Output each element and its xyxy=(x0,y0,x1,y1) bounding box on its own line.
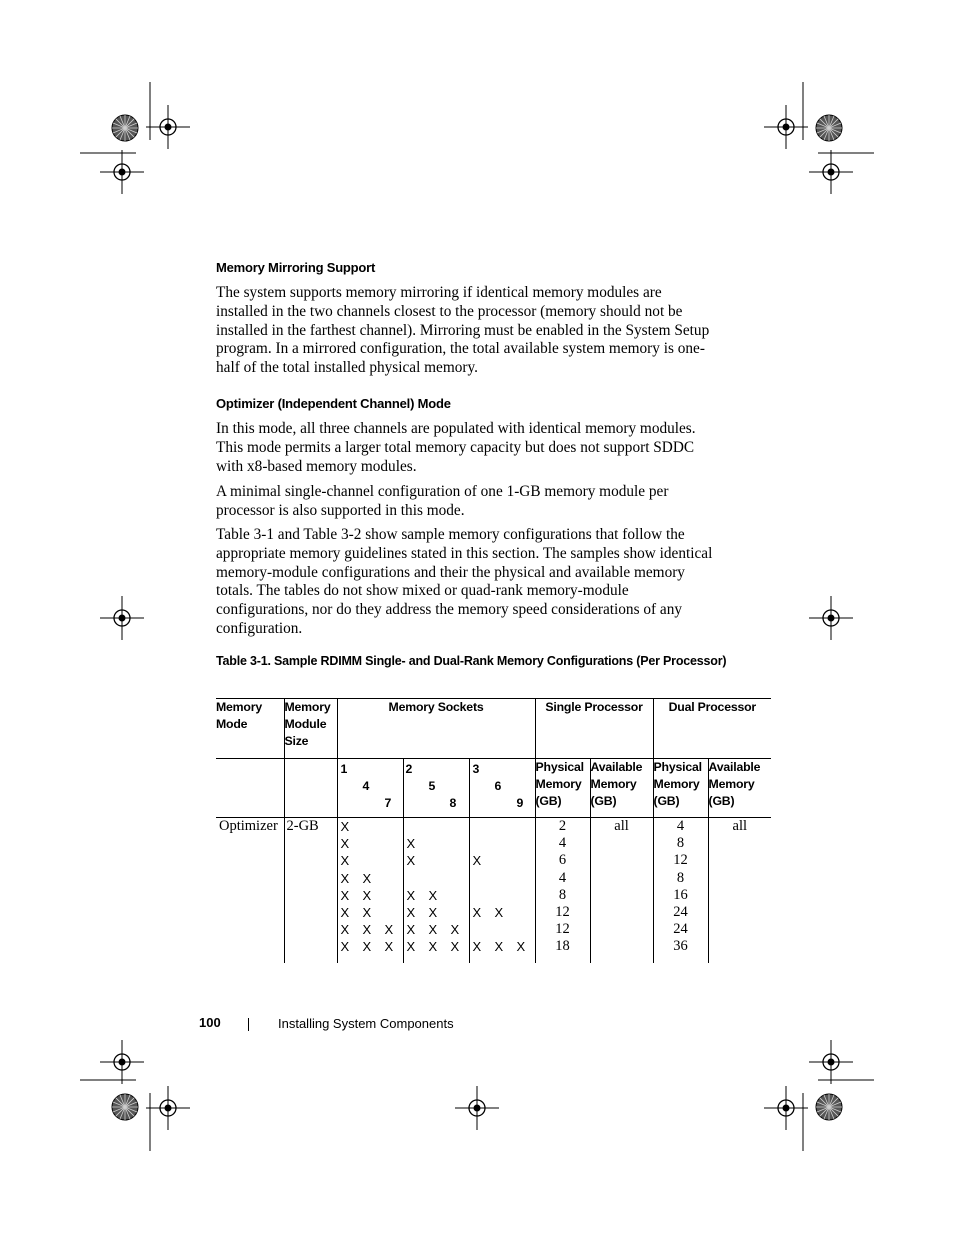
socket-label: 3 xyxy=(472,762,480,776)
socket-group-1 xyxy=(337,759,403,818)
socket-row xyxy=(470,921,535,938)
socket-label: 2 xyxy=(405,762,413,776)
socket-label: 1 xyxy=(340,762,348,776)
socket-mark: X xyxy=(340,904,350,920)
socket-mark: X xyxy=(428,904,438,920)
socket-row xyxy=(338,904,403,921)
socket-row xyxy=(338,870,403,887)
socket-mark: X xyxy=(472,853,482,869)
cell-dual-available: all xyxy=(708,818,771,964)
socket-mark: X xyxy=(362,922,372,938)
dual-physical-value: 8 xyxy=(676,835,685,852)
socket-row xyxy=(338,852,403,869)
socket-mark: X xyxy=(340,939,350,955)
socket-mark: X xyxy=(340,819,350,834)
socket-col-group-2 xyxy=(403,818,469,964)
socket-mark: X xyxy=(472,939,482,955)
subheader-physical-dual: Physical Memory (GB) xyxy=(653,759,708,818)
socket-mark: X xyxy=(340,870,350,886)
socket-label: 6 xyxy=(494,779,502,793)
socket-mark: X xyxy=(406,887,416,903)
socket-label: 4 xyxy=(362,779,370,793)
socket-col-group-3 xyxy=(469,818,535,964)
socket-row xyxy=(404,887,469,904)
socket-mark: X xyxy=(340,887,350,903)
col-single-physical xyxy=(535,818,590,964)
section-heading-mirroring: Memory Mirroring Support xyxy=(216,260,376,275)
socket-mark: X xyxy=(428,939,438,955)
single-physical-value: 12 xyxy=(555,903,570,920)
socket-mark: X xyxy=(406,939,416,955)
single-physical-value: 8 xyxy=(558,886,567,903)
socket-row xyxy=(404,921,469,938)
socket-mark: X xyxy=(450,922,460,938)
dual-physical-value: 24 xyxy=(673,903,688,920)
socket-group-3 xyxy=(469,759,535,818)
socket-row xyxy=(470,870,535,887)
socket-row xyxy=(338,887,403,904)
socket-mark: X xyxy=(406,904,416,920)
socket-mark: X xyxy=(516,939,526,955)
subheader-available-single: Available Memory (GB) xyxy=(590,759,653,818)
dual-physical-value: 8 xyxy=(676,869,685,886)
header-single-processor: Single Processor xyxy=(535,699,653,759)
cell-single-available: all xyxy=(590,818,653,964)
optimizer-paragraph-1: In this mode, all three channels are populated with identical memory modules. This mode permits a larger total memory capacity but does not support SDDC with x8-based memory modules. xyxy=(216,420,696,475)
socket-label: 5 xyxy=(428,779,436,793)
footer-title: Installing System Components xyxy=(278,1016,454,1031)
memory-config-table xyxy=(216,698,771,963)
cell-module-size: 2-GB xyxy=(284,818,337,964)
socket-mark: X xyxy=(450,939,460,955)
single-physical-value: 2 xyxy=(558,818,567,834)
footer-separator xyxy=(248,1018,249,1031)
socket-group-2 xyxy=(403,759,469,818)
socket-row xyxy=(470,938,535,955)
socket-mark: X xyxy=(494,904,504,920)
dual-physical-value: 4 xyxy=(676,818,685,834)
socket-mark: X xyxy=(362,887,372,903)
socket-row xyxy=(470,835,535,852)
single-physical-value: 18 xyxy=(555,938,570,955)
socket-row xyxy=(338,938,403,955)
socket-col-group-1 xyxy=(337,818,403,964)
socket-row xyxy=(404,904,469,921)
subheader-physical-single: Physical Memory (GB) xyxy=(535,759,590,818)
page-number: 100 xyxy=(199,1015,221,1030)
socket-row xyxy=(470,818,535,835)
table-caption: Table 3-1. Sample RDIMM Single- and Dual-Rank Memory Configurations (Per Processor) xyxy=(216,654,727,668)
socket-row xyxy=(470,852,535,869)
section-heading-optimizer: Optimizer (Independent Channel) Mode xyxy=(216,396,451,411)
mirroring-paragraph: The system supports memory mirroring if identical memory modules are installed in the two channels closest to the processor (memory should not be installed in the farthest channel). Mirroring must be enabled in the System Setup program. In a mirrored configuration, the total available system memory is one-half of the total installed physical memory. xyxy=(216,284,710,377)
header-memory-mode: Memory Mode xyxy=(216,699,284,759)
socket-label: 8 xyxy=(449,796,457,810)
socket-mark: X xyxy=(340,922,350,938)
dual-physical-value: 12 xyxy=(673,852,688,869)
socket-mark: X xyxy=(406,922,416,938)
socket-row xyxy=(404,835,469,852)
socket-mark: X xyxy=(406,853,416,869)
header-memory-sockets: Memory Sockets xyxy=(337,699,535,759)
socket-row xyxy=(404,870,469,887)
optimizer-paragraph-3: Table 3-1 and Table 3-2 show sample memory configurations that follow the appropriate memory guidelines stated in this section. The samples show identical memory-module configurations and their the physical and available memory totals. The tables do not show mixed or quad-rank memory-module configurations, nor do they address the memory speed considerations of any configuration. xyxy=(216,526,713,637)
socket-mark: X xyxy=(362,904,372,920)
dual-physical-value: 24 xyxy=(673,921,688,938)
socket-mark: X xyxy=(362,870,372,886)
socket-mark: X xyxy=(340,853,350,869)
single-physical-value: 12 xyxy=(555,921,570,938)
dual-physical-value: 36 xyxy=(673,938,688,955)
socket-row xyxy=(404,938,469,955)
socket-row xyxy=(404,852,469,869)
socket-mark: X xyxy=(384,939,394,955)
socket-mark: X xyxy=(406,836,416,852)
socket-mark: X xyxy=(428,887,438,903)
socket-row xyxy=(338,818,403,835)
socket-row xyxy=(338,921,403,938)
cell-memory-mode: Optimizer xyxy=(219,818,278,834)
single-physical-value: 6 xyxy=(558,852,567,869)
header-module-size: Memory Module Size xyxy=(284,699,337,759)
socket-row xyxy=(338,835,403,852)
socket-row xyxy=(404,818,469,835)
dual-physical-value: 16 xyxy=(673,886,688,903)
socket-mark: X xyxy=(472,904,482,920)
socket-row xyxy=(470,887,535,904)
socket-mark: X xyxy=(384,922,394,938)
socket-label: 7 xyxy=(384,796,392,810)
single-physical-value: 4 xyxy=(558,869,567,886)
col-dual-physical xyxy=(653,818,708,964)
subheader-available-dual: Available Memory (GB) xyxy=(708,759,771,818)
socket-label: 9 xyxy=(516,796,524,810)
socket-mark: X xyxy=(428,922,438,938)
optimizer-paragraph-2: A minimal single-channel configuration of one 1-GB memory module per processor is also supported in this mode. xyxy=(216,483,669,519)
socket-row xyxy=(470,904,535,921)
socket-mark: X xyxy=(340,836,350,852)
header-dual-processor: Dual Processor xyxy=(653,699,771,759)
socket-mark: X xyxy=(362,939,372,955)
socket-mark: X xyxy=(494,939,504,955)
single-physical-value: 4 xyxy=(558,835,567,852)
